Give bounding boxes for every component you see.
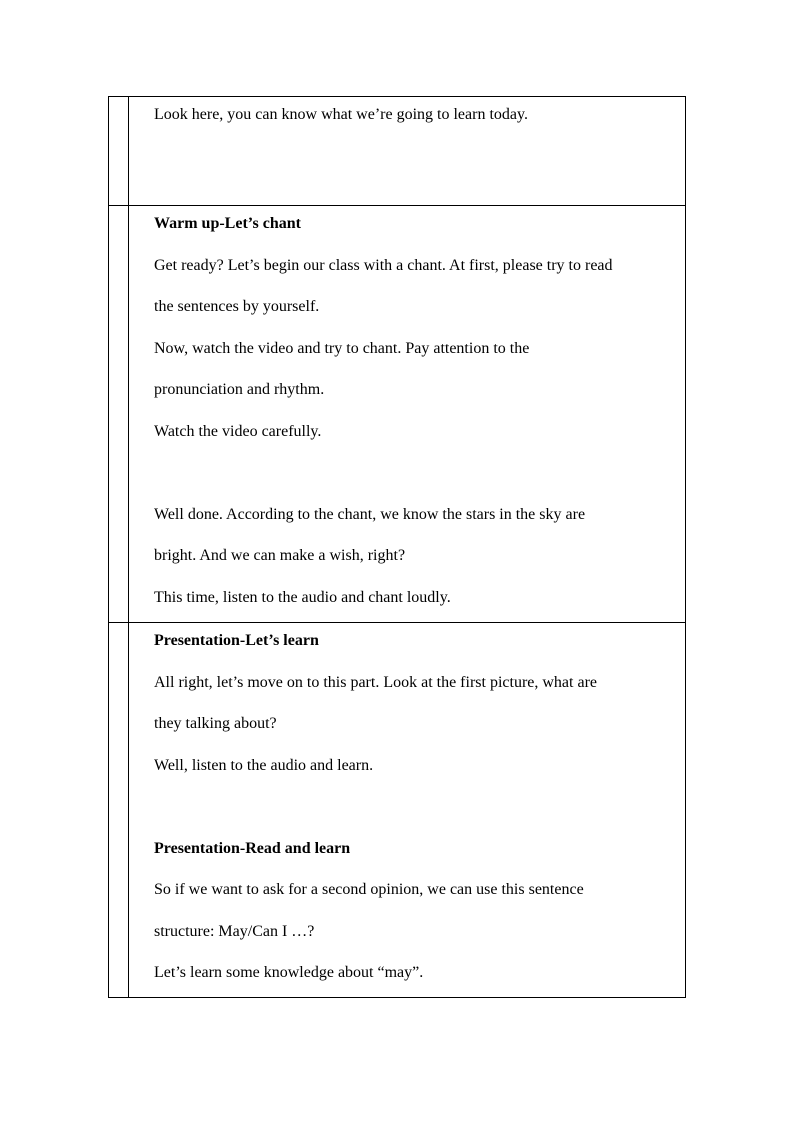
text-line: Well, listen to the audio and learn. [154,756,374,774]
cell-text-block [129,97,685,125]
text-line: the sentences by yourself. [154,298,320,315]
section-heading: Presentation-Let’s learn [154,632,319,649]
content-cell [129,623,686,998]
text-line: they talking about? [154,715,277,732]
text-line: pronunciation and rhythm. [154,381,325,398]
lesson-plan-table [108,96,686,998]
section-heading: Presentation-Read and learn [154,839,351,857]
text-line: Get ready? Let’s begin our class with a chant. At first, please try to read [154,256,613,274]
cell-text-block [129,623,685,983]
text-line: All right, let’s move on to this part. Look at the first picture, what are [154,673,598,691]
text-line: This time, listen to the audio and chant loudly. [154,588,451,606]
text-line: Well done. According to the chant, we know the stars in the sky are [154,505,586,523]
section-heading: Warm up-Let’s chant [154,215,301,232]
cell-text-block [129,206,685,608]
content-cell [129,97,686,206]
blank-line [154,463,677,483]
text-line: structure: May/Can I …? [154,922,315,940]
text-line: So if we want to ask for a second opinion, we can use this sentence [154,881,584,898]
text-line: Watch the video carefully. [154,422,322,440]
text-line: Let’s learn some knowledge about “may”. [154,964,424,981]
left-column-cell [109,97,129,206]
blank-line [154,797,677,817]
table-row [109,623,686,998]
content-cell [129,206,686,623]
text-line: Look here, you can know what we’re going to learn today. [154,106,528,123]
left-column-cell [109,206,129,623]
text-line: bright. And we can make a wish, right? [154,547,406,564]
table-row [109,206,686,623]
text-line: Now, watch the video and try to chant. Pay attention to the [154,339,530,357]
table-row [109,97,686,206]
left-column-cell [109,623,129,998]
